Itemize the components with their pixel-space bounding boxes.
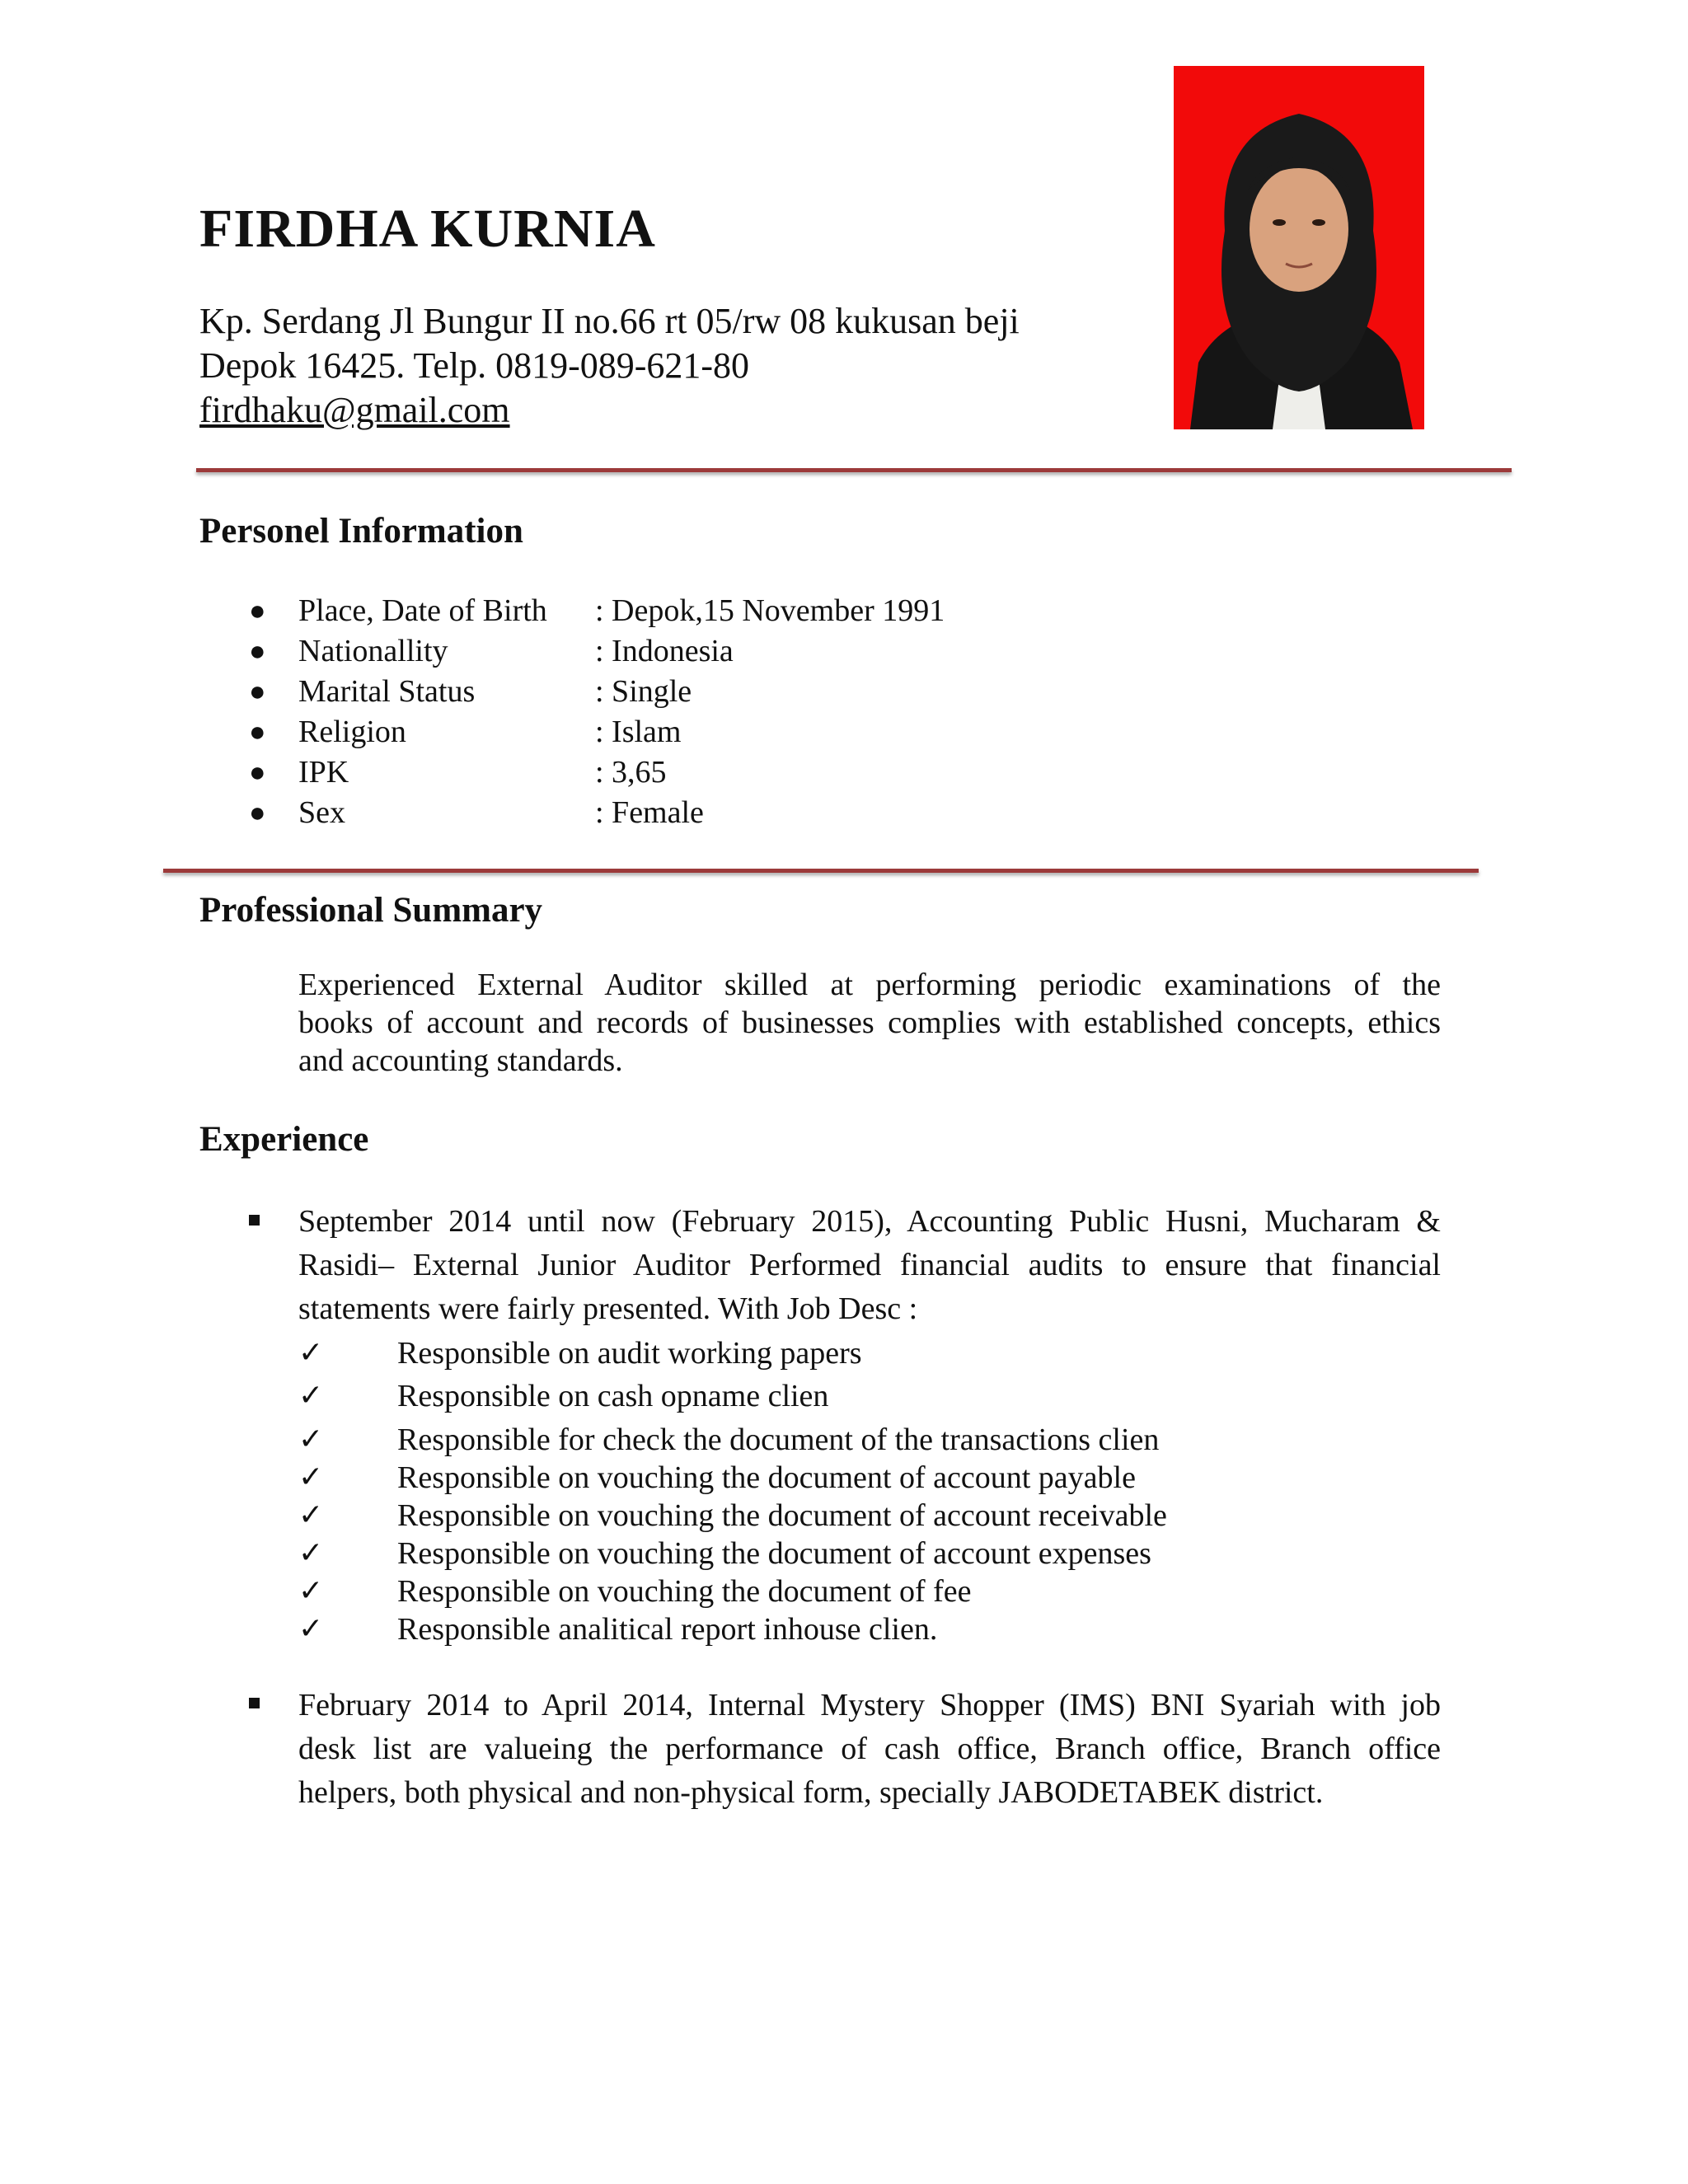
header-divider — [196, 468, 1512, 472]
summary-line: books of account and records of businesses complies with established concepts, ethics — [298, 1005, 1441, 1040]
job-1-line: September 2014 until now (February 2015), Accounting Public Husni, Mucharam & — [298, 1204, 1441, 1239]
checkmark-icon: ✓ — [298, 1379, 324, 1413]
experience-heading: Experience — [199, 1120, 369, 1159]
duty-text: Responsible analitical report inhouse clien. — [397, 1612, 938, 1647]
candidate-name: FIRDHA KURNIA — [199, 199, 656, 259]
job-2-line: helpers, both physical and non-physical form, specially JABODETABEK district. — [298, 1775, 1324, 1810]
info-row-marital — [0, 672, 1154, 712]
info-row-ipk — [0, 752, 1154, 793]
job-1-line: statements were fairly presented. With Job Desc : — [298, 1291, 918, 1326]
duty-item — [0, 1610, 1319, 1648]
info-label: Place, Date of Birth — [298, 593, 547, 628]
square-bullet-icon — [249, 1698, 260, 1708]
summary-line: and accounting standards. — [298, 1043, 623, 1078]
info-value: : Depok,15 November 1991 — [595, 593, 945, 628]
duty-item — [0, 1459, 1319, 1497]
duty-item — [0, 1334, 1319, 1372]
duty-item — [0, 1535, 1319, 1572]
duty-text: Responsible on vouching the document of account payable — [397, 1460, 1136, 1495]
info-label: Nationallity — [298, 634, 448, 668]
duty-text: Responsible on vouching the document of account receivable — [397, 1498, 1167, 1533]
info-value: : Female — [595, 795, 704, 830]
info-row-birth — [0, 591, 1154, 631]
bullet-icon: ● — [249, 636, 266, 667]
job-2-description — [298, 1684, 1441, 1815]
duty-text: Responsible on vouching the document of fee — [397, 1574, 972, 1609]
profile-photo-image — [1174, 66, 1424, 429]
job-2-line: February 2014 to April 2014, Internal Mystery Shopper (IMS) BNI Syariah with job — [298, 1688, 1441, 1722]
section-divider — [163, 869, 1479, 873]
bullet-icon: ● — [249, 798, 266, 828]
checkmark-icon: ✓ — [298, 1498, 324, 1532]
info-value: : Islam — [595, 715, 682, 749]
duty-text: Responsible on audit working papers — [397, 1336, 862, 1371]
checkmark-icon: ✓ — [298, 1336, 324, 1370]
address-line-1: Kp. Serdang Jl Bungur II no.66 rt 05/rw 08 kukusan beji — [199, 301, 1020, 341]
duty-item — [0, 1572, 1319, 1610]
checkmark-icon: ✓ — [298, 1574, 324, 1608]
info-label: IPK — [298, 755, 349, 790]
checkmark-icon: ✓ — [298, 1536, 324, 1570]
info-value: : Single — [595, 674, 692, 709]
checkmark-icon: ✓ — [298, 1422, 324, 1456]
email-link[interactable]: firdhaku@gmail.com — [199, 390, 510, 430]
duty-text: Responsible on cash opname clien — [397, 1379, 829, 1413]
duty-item — [0, 1421, 1319, 1459]
info-label: Religion — [298, 715, 406, 749]
bullet-icon: ● — [249, 717, 266, 748]
duty-text: Responsible for check the document of the transactions clien — [397, 1422, 1160, 1457]
summary-text — [298, 966, 1441, 1080]
personal-info-heading: Personel Information — [199, 512, 523, 551]
summary-heading: Professional Summary — [199, 891, 543, 930]
job-2-line: desk list are valueing the performance of cash office, Branch office, Branch office — [298, 1732, 1441, 1766]
info-label: Sex — [298, 795, 345, 830]
square-bullet-icon — [249, 1215, 260, 1226]
info-row-nationality — [0, 631, 1154, 672]
job-1-description — [298, 1200, 1441, 1331]
duty-text: Responsible on vouching the document of account expenses — [397, 1536, 1151, 1571]
bullet-icon: ● — [249, 596, 266, 626]
job-1-line: Rasidi– External Junior Auditor Performed financial audits to ensure that financial — [298, 1248, 1441, 1282]
profile-photo — [1174, 66, 1424, 429]
info-label: Marital Status — [298, 674, 476, 709]
info-value: : Indonesia — [595, 634, 734, 668]
address-line-2: Depok 16425. Telp. 0819-089-621-80 — [199, 345, 750, 386]
bullet-icon: ● — [249, 677, 266, 707]
info-row-religion — [0, 712, 1154, 752]
duty-item — [0, 1377, 1319, 1415]
summary-line: Experienced External Auditor skilled at performing periodic examinations of the — [298, 968, 1441, 1002]
checkmark-icon: ✓ — [298, 1460, 324, 1494]
info-row-sex — [0, 793, 1154, 833]
bullet-icon: ● — [249, 757, 266, 788]
info-value: : 3,65 — [595, 755, 667, 790]
duty-item — [0, 1497, 1319, 1535]
checkmark-icon: ✓ — [298, 1612, 324, 1646]
